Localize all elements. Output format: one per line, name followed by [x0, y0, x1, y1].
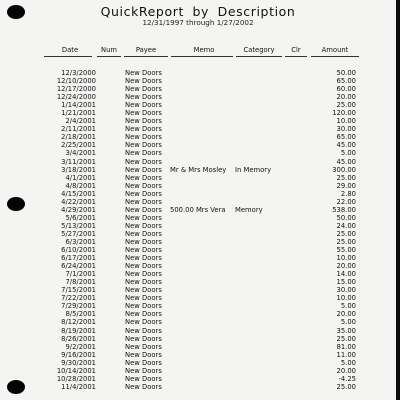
col-divider: [44, 56, 92, 57]
row-date: 2/4/2001: [65, 117, 96, 126]
row-payee: New Doors: [125, 286, 162, 295]
row-amount: 22.00: [336, 197, 356, 206]
row-payee: New Doors: [125, 326, 162, 335]
row-amount: 5.00: [340, 318, 356, 327]
col-divider: [311, 56, 359, 57]
row-payee: New Doors: [125, 270, 162, 279]
row-amount: 20.00: [336, 310, 356, 319]
row-payee: New Doors: [125, 229, 162, 238]
row-payee: New Doors: [125, 382, 162, 391]
table-row: [0, 310, 396, 318]
table-row: [0, 174, 396, 182]
col-header-num: Num: [100, 46, 117, 54]
row-date: 8/5/2001: [65, 310, 96, 319]
row-amount: 20.00: [336, 262, 356, 271]
row-amount: -4.25: [338, 374, 356, 383]
row-payee: New Doors: [125, 237, 162, 246]
table-row: [0, 359, 396, 367]
row-payee: New Doors: [125, 141, 162, 150]
table-row: [0, 190, 396, 198]
row-amount: 5.00: [340, 358, 356, 367]
row-amount: 538.00: [332, 205, 356, 214]
table-row: [0, 149, 396, 157]
row-payee: New Doors: [125, 93, 162, 102]
row-memo: 500.00 Mrs Vera: [170, 205, 226, 214]
row-amount: 45.00: [336, 157, 356, 166]
row-date: 1/21/2001: [61, 109, 96, 118]
row-payee: New Doors: [125, 117, 162, 126]
row-date: 7/1/2001: [65, 270, 96, 279]
row-date: 3/11/2001: [61, 157, 96, 166]
table-row: [0, 375, 396, 383]
table-row: [0, 141, 396, 149]
row-date: 12/17/2000: [56, 85, 96, 94]
table-row: [0, 286, 396, 294]
row-amount: 25.00: [336, 237, 356, 246]
table-row: [0, 367, 396, 375]
table-row: [0, 69, 396, 77]
row-payee: New Doors: [125, 197, 162, 206]
row-amount: 300.00: [332, 165, 356, 174]
row-payee: New Doors: [125, 342, 162, 351]
col-divider: [236, 56, 282, 57]
row-payee: New Doors: [125, 85, 162, 94]
row-amount: 10.00: [336, 117, 356, 126]
row-payee: New Doors: [125, 302, 162, 311]
col-header-clr: Clr: [291, 46, 301, 54]
row-date: 5/6/2001: [65, 213, 96, 222]
row-payee: New Doors: [125, 358, 162, 367]
row-date: 10/28/2001: [56, 374, 96, 383]
row-amount: 55.00: [336, 246, 356, 255]
row-amount: 65.00: [336, 77, 356, 86]
row-date: 10/14/2001: [56, 366, 96, 375]
row-payee: New Doors: [125, 157, 162, 166]
table-row: [0, 93, 396, 101]
row-amount: 24.00: [336, 221, 356, 230]
row-payee: New Doors: [125, 221, 162, 230]
row-date: 3/18/2001: [61, 165, 96, 174]
table-row: [0, 77, 396, 85]
row-amount: 25.00: [336, 382, 356, 391]
row-payee: New Doors: [125, 318, 162, 327]
row-amount: 10.00: [336, 254, 356, 263]
row-payee: New Doors: [125, 262, 162, 271]
table-row: [0, 198, 396, 206]
row-amount: 81.00: [336, 342, 356, 351]
row-date: 6/3/2001: [65, 237, 96, 246]
report-title: QuickReport by Description: [100, 4, 296, 19]
row-amount: 29.00: [336, 181, 356, 190]
transaction-list: [0, 69, 396, 391]
row-date: 7/15/2001: [61, 286, 96, 295]
row-payee: New Doors: [125, 310, 162, 319]
table-row: [0, 335, 396, 343]
table-row: [0, 254, 396, 262]
row-payee: New Doors: [125, 246, 162, 255]
table-row: [0, 270, 396, 278]
row-amount: 45.00: [336, 141, 356, 150]
row-date: 1/14/2001: [61, 101, 96, 110]
row-date: 5/27/2001: [61, 229, 96, 238]
col-header-payee: Payee: [135, 46, 157, 54]
row-payee: New Doors: [125, 366, 162, 375]
row-date: 2/25/2001: [61, 141, 96, 150]
row-payee: New Doors: [125, 77, 162, 86]
row-date: 9/2/2001: [65, 342, 96, 351]
row-date: 12/10/2000: [56, 77, 96, 86]
table-row: [0, 222, 396, 230]
col-header-date: Date: [61, 46, 79, 54]
col-divider: [285, 56, 307, 57]
row-payee: New Doors: [125, 149, 162, 158]
row-payee: New Doors: [125, 334, 162, 343]
row-date: 2/11/2001: [61, 125, 96, 134]
row-date: 3/4/2001: [65, 149, 96, 158]
row-amount: 60.00: [336, 85, 356, 94]
row-date: 4/1/2001: [65, 173, 96, 182]
row-amount: 25.00: [336, 101, 356, 110]
row-date: 7/29/2001: [61, 302, 96, 311]
row-payee: New Doors: [125, 69, 162, 77]
row-date: 8/26/2001: [61, 334, 96, 343]
table-row: [0, 166, 396, 174]
row-amount: 11.00: [336, 350, 356, 359]
table-row: [0, 238, 396, 246]
row-amount: 35.00: [336, 326, 356, 335]
row-amount: 5.00: [340, 302, 356, 311]
row-amount: 50.00: [336, 213, 356, 222]
table-row: [0, 85, 396, 93]
table-row: [0, 230, 396, 238]
row-date: 2/18/2001: [61, 133, 96, 142]
row-payee: New Doors: [125, 189, 162, 198]
row-amount: 120.00: [332, 109, 356, 118]
table-row: [0, 125, 396, 133]
table-row: [0, 294, 396, 302]
row-payee: New Doors: [125, 294, 162, 303]
col-header-amount: Amount: [321, 46, 349, 54]
row-payee: New Doors: [125, 101, 162, 110]
table-row: [0, 383, 396, 391]
row-date: 11/4/2001: [61, 382, 96, 391]
row-date: 8/12/2001: [61, 318, 96, 327]
row-payee: New Doors: [125, 181, 162, 190]
row-date: 4/22/2001: [61, 197, 96, 206]
col-divider: [171, 56, 233, 57]
row-date: 12/3/2000: [61, 69, 96, 77]
table-row: [0, 343, 396, 351]
row-date: 6/10/2001: [61, 246, 96, 255]
row-amount: 25.00: [336, 334, 356, 343]
row-date: 6/24/2001: [61, 262, 96, 271]
row-payee: New Doors: [125, 350, 162, 359]
row-payee: New Doors: [125, 254, 162, 263]
row-date: 6/17/2001: [61, 254, 96, 263]
row-payee: New Doors: [125, 374, 162, 383]
row-amount: 15.00: [336, 278, 356, 287]
table-row: [0, 318, 396, 326]
row-date: 4/29/2001: [61, 205, 96, 214]
row-amount: 65.00: [336, 133, 356, 142]
row-amount: 30.00: [336, 125, 356, 134]
table-row: [0, 246, 396, 254]
row-amount: 14.00: [336, 270, 356, 279]
table-row: [0, 101, 396, 109]
row-amount: 25.00: [336, 173, 356, 182]
report-date-range: 12/31/1997 through 1/27/2002: [142, 18, 254, 27]
row-category: Memory: [235, 205, 263, 214]
row-payee: New Doors: [125, 125, 162, 134]
table-row: [0, 278, 396, 286]
table-row: [0, 327, 396, 335]
page-edge: [396, 0, 400, 400]
row-date: 7/22/2001: [61, 294, 96, 303]
row-payee: New Doors: [125, 109, 162, 118]
row-amount: 30.00: [336, 286, 356, 295]
row-date: 8/19/2001: [61, 326, 96, 335]
table-row: [0, 158, 396, 166]
row-amount: 10.00: [336, 294, 356, 303]
row-amount: 2.80: [340, 189, 356, 198]
row-amount: 25.00: [336, 229, 356, 238]
col-header-memo: Memo: [193, 46, 215, 54]
row-payee: New Doors: [125, 278, 162, 287]
table-row: [0, 262, 396, 270]
table-row: [0, 117, 396, 125]
row-amount: 20.00: [336, 93, 356, 102]
row-date: 12/24/2000: [56, 93, 96, 102]
row-date: 4/15/2001: [61, 189, 96, 198]
table-row: [0, 182, 396, 190]
table-row: [0, 351, 396, 359]
row-memo: Mr & Mrs Mosley: [170, 165, 227, 174]
table-row: [0, 206, 396, 214]
row-date: 9/16/2001: [61, 350, 96, 359]
col-divider: [97, 56, 121, 57]
row-date: 7/8/2001: [65, 278, 96, 287]
row-payee: New Doors: [125, 173, 162, 182]
row-amount: 50.00: [336, 69, 356, 77]
row-amount: 5.00: [340, 149, 356, 158]
row-date: 4/8/2001: [65, 181, 96, 190]
row-amount: 20.00: [336, 366, 356, 375]
row-payee: New Doors: [125, 165, 162, 174]
row-category: In Memory: [235, 165, 272, 174]
table-row: [0, 109, 396, 117]
col-divider: [124, 56, 168, 57]
table-row: [0, 214, 396, 222]
row-payee: New Doors: [125, 133, 162, 142]
row-payee: New Doors: [125, 205, 162, 214]
col-header-category: Category: [243, 46, 275, 54]
table-row: [0, 302, 396, 310]
table-row: [0, 133, 396, 141]
row-date: 5/13/2001: [61, 221, 96, 230]
row-payee: New Doors: [125, 213, 162, 222]
row-date: 9/30/2001: [61, 358, 96, 367]
